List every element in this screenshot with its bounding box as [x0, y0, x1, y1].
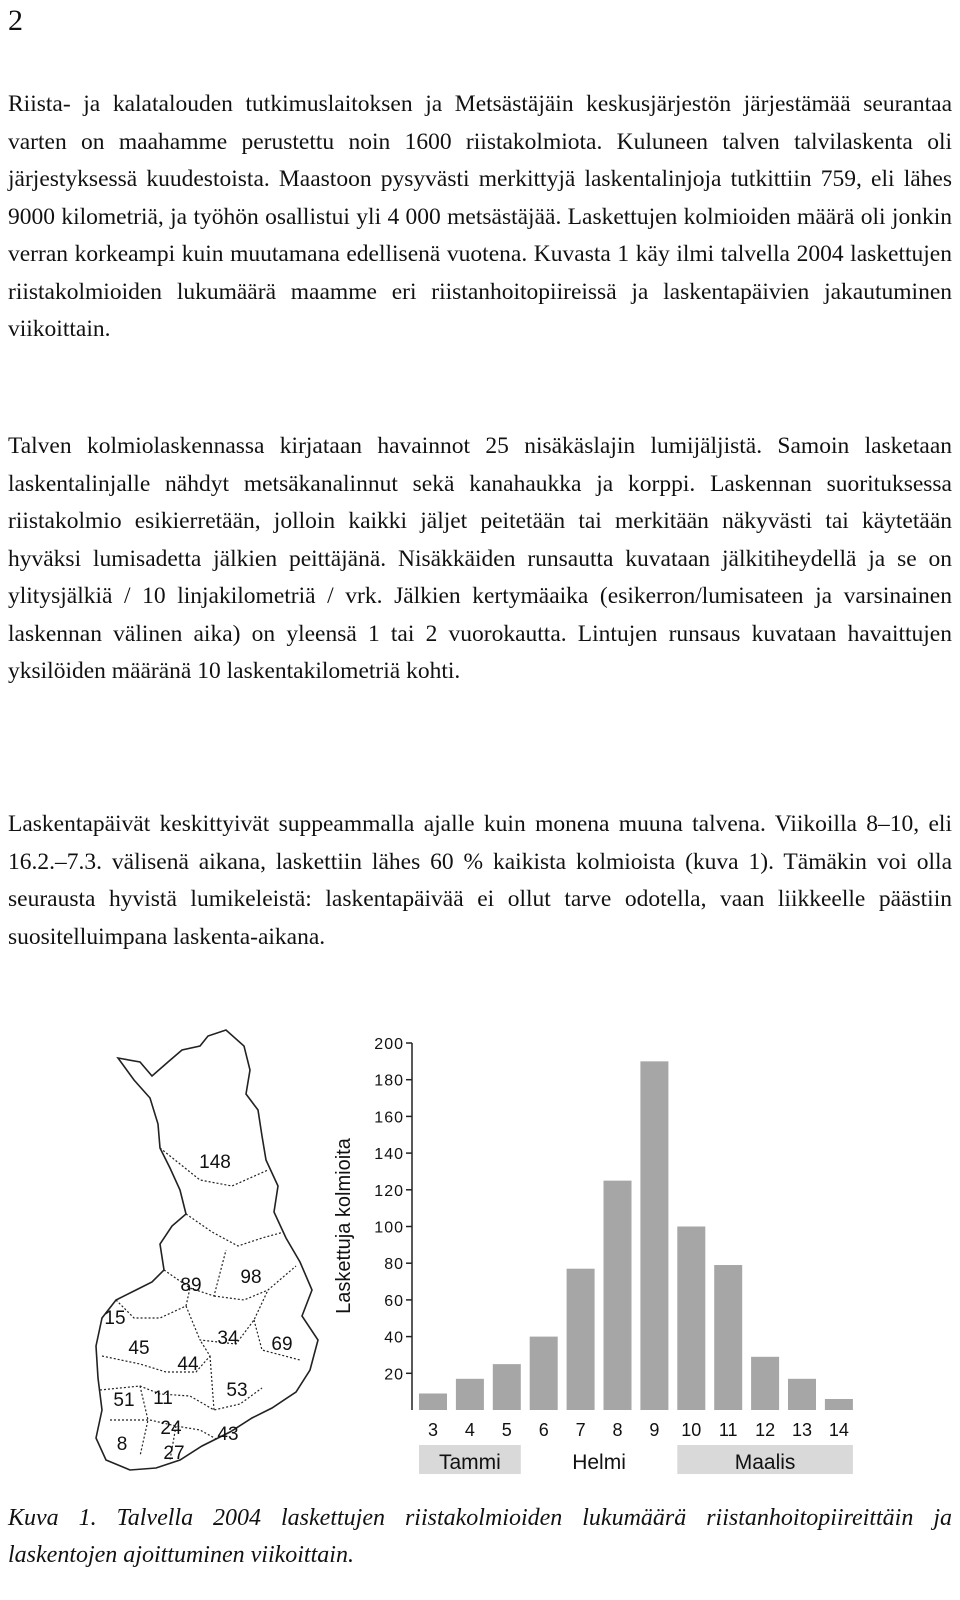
weekly-bar-chart	[333, 1036, 853, 1474]
bar-week-11	[714, 1265, 742, 1410]
y-tick-label: 100	[374, 1219, 404, 1237]
x-tick-label: 6	[538, 1420, 549, 1440]
x-tick-label: 11	[718, 1420, 738, 1440]
bar-week-14	[825, 1399, 853, 1410]
bar-week-13	[788, 1379, 816, 1410]
region-count-27: 27	[163, 1443, 185, 1464]
region-count-44: 44	[177, 1354, 199, 1375]
bar-week-3	[419, 1393, 447, 1410]
bar-week-8	[604, 1181, 632, 1410]
x-tick-label: 14	[828, 1420, 849, 1440]
y-tick-label: 20	[384, 1366, 404, 1384]
month-label: Maalis	[734, 1451, 796, 1474]
x-tick-label: 5	[501, 1420, 512, 1440]
y-tick-label: 80	[384, 1256, 404, 1274]
region-count-98: 98	[240, 1267, 262, 1288]
y-tick-label: 120	[374, 1182, 404, 1200]
figure-caption: Kuva 1. Talvella 2004 laskettujen riistakolmioiden lukumäärä riistanhoitopiireittäin ja laskentojen ajoittuminen viikoittain.	[8, 1505, 952, 1568]
x-axis-labels	[428, 1420, 849, 1440]
month-label: Helmi	[572, 1451, 626, 1474]
region-count-8: 8	[116, 1434, 128, 1455]
region-count-148: 148	[199, 1152, 231, 1173]
bar-week-6	[530, 1337, 558, 1410]
x-tick-label: 7	[575, 1420, 586, 1440]
month-label: Tammi	[438, 1451, 501, 1474]
region-count-24: 24	[160, 1418, 182, 1439]
x-tick-label: 9	[649, 1420, 660, 1440]
district-borders	[100, 1148, 300, 1460]
x-tick-label: 12	[755, 1420, 776, 1440]
y-axis-label: Laskettuja kolmioita	[333, 1138, 355, 1314]
y-tick-label: 160	[374, 1109, 404, 1127]
region-count-51: 51	[113, 1390, 135, 1411]
y-tick-label: 40	[384, 1329, 404, 1347]
region-count-15: 15	[104, 1308, 126, 1329]
month-bands	[419, 1445, 853, 1474]
y-tick-label: 60	[384, 1292, 404, 1310]
region-count-43: 43	[217, 1424, 239, 1445]
bar-week-4	[456, 1379, 484, 1410]
map-region-labels	[104, 1152, 292, 1464]
region-count-34: 34	[217, 1328, 239, 1349]
region-count-89: 89	[180, 1275, 202, 1296]
bar-week-9	[640, 1061, 668, 1410]
y-tick-label: 180	[374, 1072, 404, 1090]
x-tick-label: 10	[681, 1420, 702, 1440]
bar-week-10	[677, 1227, 705, 1411]
page-number: 2	[8, 4, 23, 37]
paragraph-timing: Laskentapäivät keskittyivät suppeammalla ajalle kuin monena muuna talvena. Viikoilla 8–10, eli 16.2.–7.3. välisenä aikana, laskettiin lähes 60 % kaikista kolmioista (kuva 1). Tämäkin voi olla seurausta hyvistä lumikeleistä: laskentapäivää ei ollut tarve odotella, vaan liikkeelle päästiin suositelluimpana laskenta-aikana.	[8, 811, 952, 950]
x-tick-label: 3	[427, 1420, 439, 1440]
bar-week-5	[493, 1364, 521, 1410]
y-tick-label: 140	[374, 1146, 404, 1164]
x-tick-label: 4	[464, 1420, 475, 1440]
bars	[419, 1061, 853, 1410]
bar-week-7	[567, 1269, 595, 1410]
y-axis-ticks	[374, 1036, 412, 1383]
region-count-11: 11	[153, 1388, 173, 1409]
y-tick-label: 200	[374, 1036, 404, 1053]
bar-week-12	[751, 1357, 779, 1410]
paragraph-method: Talven kolmiolaskennassa kirjataan havainnot 25 nisäkäslajin lumijäljistä. Samoin lasketaan laskentalinjalle nähdyt metsäkanalinnut sekä kanahaukka ja korppi. Laskennan suorituksessa riistakolmio esikierretään, jolloin kaikki jäljet peitetään tai merkitään näkyvästi tai käytetään hyväksi lumisadetta jälkien peittäjänä. Nisäkkäiden runsautta kuvataan jälkitiheydellä ja se on ylitysjälkiä / 10 linjakilometriä / vrk. Jälkien kertymäaika (esikerron/lumisateen ja varsinainen laskennan välinen aika) on yleensä 1 tai 2 vuorokautta. Lintujen runsaus kuvataan havaittujen yksilöiden määränä 10 laskentakilometriä kohti.	[8, 433, 952, 684]
region-count-45: 45	[128, 1338, 150, 1359]
region-count-53: 53	[226, 1380, 248, 1401]
x-tick-label: 8	[612, 1420, 623, 1440]
region-count-69: 69	[271, 1334, 293, 1355]
x-tick-label: 13	[791, 1420, 813, 1440]
paragraph-intro: Riista- ja kalatalouden tutkimuslaitoksen ja Metsästäjäin keskusjärjestön järjestämää seurantaa varten on maahamme perustettu noin 1600 riistakolmiota. Kuluneen talven talvilaskenta oli järjestyksessä kuudestoista. Maastoon pysyvästi merkittyjä laskentalinjoja tutkittiin 759, eli lähes 9000 kilometriä, ja työhön osallistui yli 4 000 metsästäjää. Laskettujen kolmioiden määrä oli jonkin verran korkeampi kuin muutamana edellisenä vuotena. Kuvasta 1 käy ilmi talvella 2004 laskettujen riistakolmioiden lukumäärä maamme eri riistanhoitopiireissä ja laskentapäivien jakautuminen viikoittain.	[8, 91, 952, 342]
